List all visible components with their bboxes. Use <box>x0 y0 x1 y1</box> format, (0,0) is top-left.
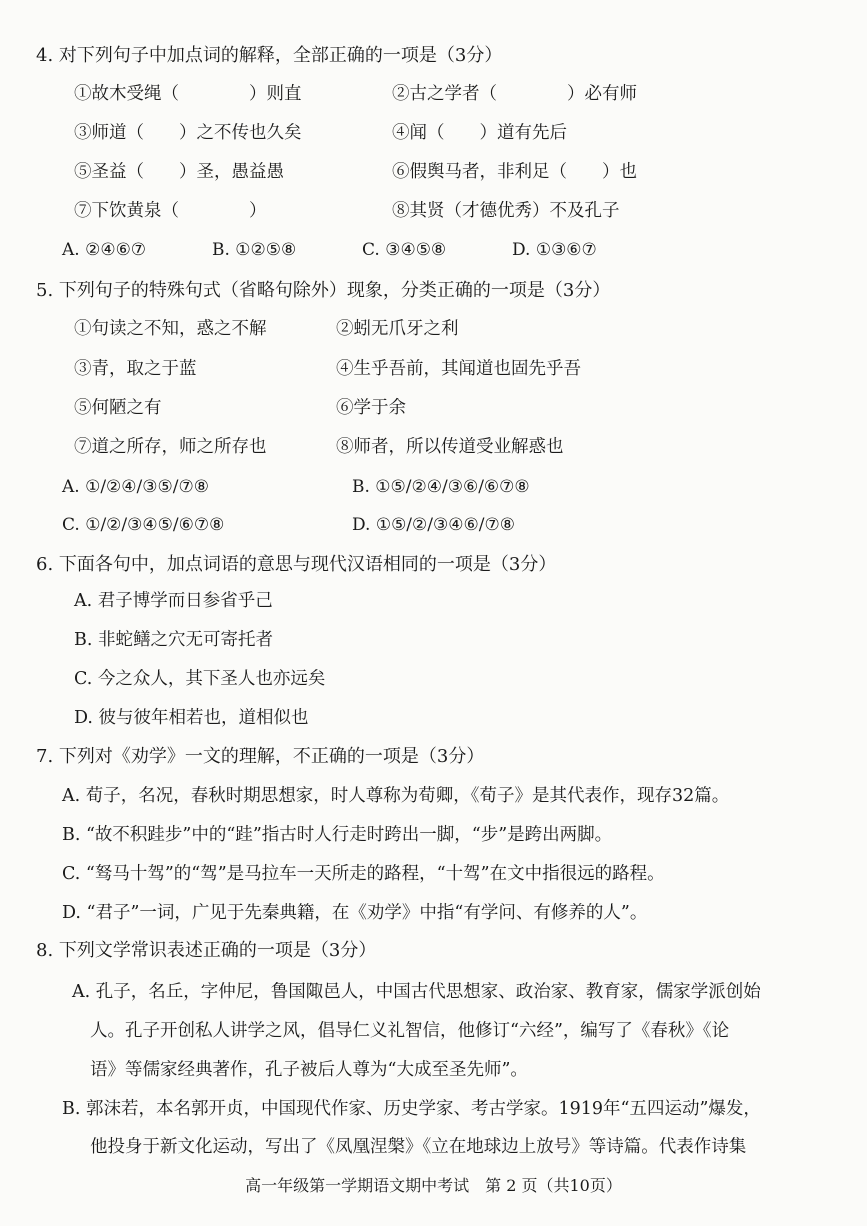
q7-option-c: C. “驽马十驾”的“驾”是马拉车一天所走的路程，“十驾”在文中指很远的路程。 <box>62 864 665 884</box>
q5-stem: 5. 下列句子的特殊句式（省略句除外）现象，分类正确的一项是（3分） <box>36 280 611 301</box>
q5-item-3: ③青，取之于蓝 <box>74 359 197 379</box>
page-footer: 高一年级第一学期语文期中考试 第 2 页（共10页） <box>245 1176 622 1195</box>
q7-option-b: B. “故不积跬步”中的“跬”指古时人行走时跨出一脚，“步”是跨出两脚。 <box>62 825 613 845</box>
q4-item-5: ⑤圣益（ ）圣，愚益愚 <box>74 162 284 182</box>
q4-item-2: ②古之学者（ ）必有师 <box>392 84 637 104</box>
q5-option-d: D. ①⑤/②/③④⑥/⑦⑧ <box>352 515 515 535</box>
q5-item-1: ①句读之不知，惑之不解 <box>74 319 267 339</box>
q8-option-a-line-3: 语》等儒家经典著作，孔子被后人尊为“大成至圣先师”。 <box>90 1060 528 1080</box>
q4-option-d: D. ①③⑥⑦ <box>512 240 597 260</box>
q4-item-7: ⑦下饮黄泉（ ） <box>74 201 267 221</box>
q5-option-c: C. ①/②/③④⑤/⑥⑦⑧ <box>62 515 225 535</box>
q4-item-8: ⑧其贤（才德优秀）不及孔子 <box>392 201 620 221</box>
q5-option-b: B. ①⑤/②④/③⑥/⑥⑦⑧ <box>352 477 530 497</box>
q8-option-a-line-1: A. 孔子，名丘，字仲尼，鲁国陬邑人，中国古代思想家、政治家、教育家，儒家学派创始 <box>72 982 761 1002</box>
q6-option-c: C. 今之众人，其下圣人也亦远矣 <box>74 669 326 689</box>
q5-item-5: ⑤何陋之有 <box>74 398 162 418</box>
q4-option-c: C. ③④⑤⑧ <box>362 240 447 260</box>
q5-option-a: A. ①/②④/③⑤/⑦⑧ <box>62 477 209 497</box>
q4-stem: 4. 对下列句子中加点词的解释，全部正确的一项是（3分） <box>36 45 503 66</box>
q4-item-4: ④闻（ ）道有先后 <box>392 123 567 143</box>
q7-stem: 7. 下列对《劝学》一文的理解，不正确的一项是（3分） <box>36 746 485 767</box>
q4-option-b: B. ①②⑤⑧ <box>212 240 297 260</box>
q8-option-b-line-1: B. 郭沫若，本名郭开贞，中国现代作家、历史学家、考古学家。1919年“五四运动”爆发， <box>62 1099 761 1119</box>
q5-item-7: ⑦道之所存，师之所存也 <box>74 437 267 457</box>
q8-option-a-line-2: 人。孔子开创私人讲学之风，倡导仁义礼智信，他修订“六经”，编写了《春秋》《论 <box>90 1021 730 1041</box>
q5-item-6: ⑥学于余 <box>336 398 406 418</box>
q4-item-3: ③师道（ ）之不传也久矣 <box>74 123 302 143</box>
q6-option-b: B. 非蛇鳝之穴无可寄托者 <box>74 630 273 650</box>
q5-item-2: ②蚓无爪牙之利 <box>336 319 459 339</box>
q4-item-6: ⑥假舆马者，非利足（ ）也 <box>392 162 637 182</box>
q6-stem: 6. 下面各句中，加点词语的意思与现代汉语相同的一项是（3分） <box>36 554 557 575</box>
q6-option-a: A. 君子博学而日参省乎己 <box>74 591 273 611</box>
q5-item-8: ⑧师者，所以传道受业解惑也 <box>336 437 564 457</box>
q7-option-d: D. “君子”一词，广见于先秦典籍，在《劝学》中指“有学问、有修养的人”。 <box>62 903 648 923</box>
q8-stem: 8. 下列文学常识表述正确的一项是（3分） <box>36 940 377 961</box>
q4-option-a: A. ②④⑥⑦ <box>62 240 147 260</box>
q6-option-d: D. 彼与彼年相若也，道相似也 <box>74 708 309 728</box>
q8-option-b-line-2: 他投身于新文化运动，写出了《凤凰涅槃》《立在地球边上放号》等诗篇。代表作诗集 <box>90 1137 747 1157</box>
q5-item-4: ④生乎吾前，其闻道也固先乎吾 <box>336 359 581 379</box>
q7-option-a: A. 荀子，名况，春秋时期思想家，时人尊称为荀卿，《荀子》是其代表作，现存32篇。 <box>62 786 730 806</box>
q4-item-1: ①故木受绳（ ）则直 <box>74 84 302 104</box>
